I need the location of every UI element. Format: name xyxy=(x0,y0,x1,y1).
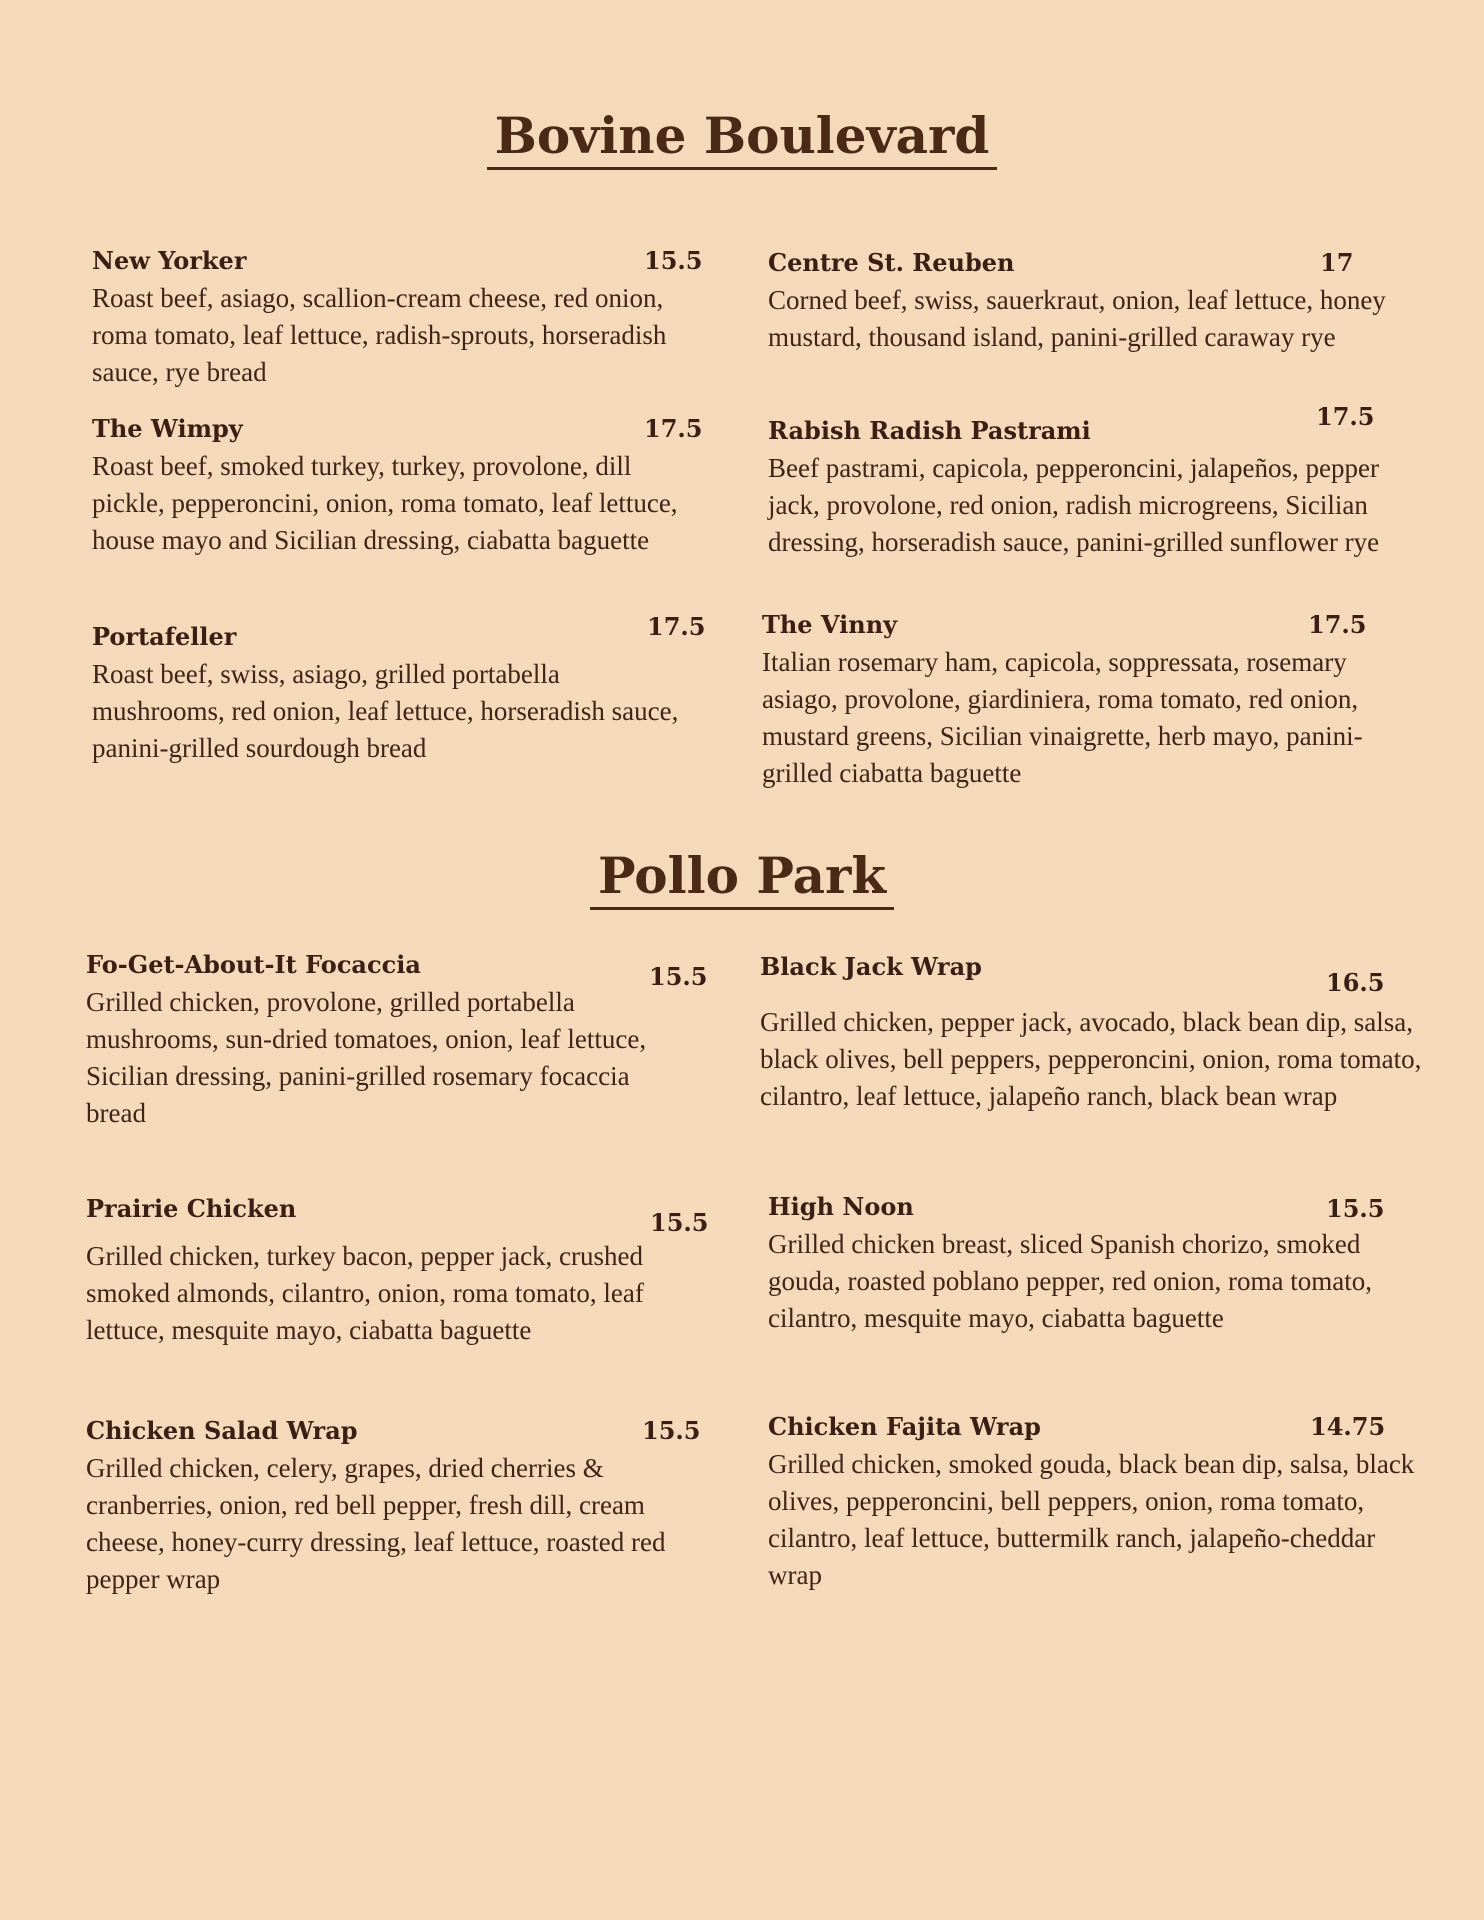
item-name: Chicken Fajita Wrap xyxy=(768,1412,1041,1441)
menu-item-rabish-radish-pastrami xyxy=(768,402,1428,561)
item-description: Corned beef, swiss, sauerkraut, onion, leaf lettuce, honey mustard, thousand island, panini-grilled caraway rye xyxy=(768,285,1386,352)
item-name: Rabish Radish Pastrami xyxy=(768,416,1091,445)
item-description: Grilled chicken, celery, grapes, dried cherries & cranberries, onion, red bell pepper, fresh dill, cream cheese, honey-curry dressing, leaf lettuce, roasted red pepper wrap xyxy=(86,1453,666,1594)
item-name: The Vinny xyxy=(762,610,898,639)
section-title-text: Bovine Boulevard xyxy=(487,106,998,170)
item-price: 15.5 xyxy=(650,1208,709,1237)
menu-item-the-vinny xyxy=(762,608,1422,792)
item-name: Chicken Salad Wrap xyxy=(86,1416,358,1445)
item-name: Centre St. Reuben xyxy=(768,248,1015,277)
item-price: 15.5 xyxy=(1326,1194,1385,1223)
item-name: Black Jack Wrap xyxy=(760,952,982,981)
section-title-bovine-boulevard xyxy=(0,106,1484,165)
menu-item-fo-get-about-it-focaccia xyxy=(86,948,708,1132)
item-description: Grilled chicken, provolone, grilled portabella mushrooms, sun-dried tomatoes, onion, leaf lettuce, Sicilian dressing, panini-grilled rosemary focaccia bread xyxy=(86,987,647,1128)
item-description: Roast beef, asiago, scallion-cream cheese, red onion, roma tomato, leaf lettuce, radish-sprouts, horseradish sauce, rye bread xyxy=(92,283,667,387)
item-description: Grilled chicken, pepper jack, avocado, black bean dip, salsa, black olives, bell peppers, pepperoncini, onion, roma tomato, cilantro, leaf lettuce, jalapeño ranch, black bean wrap xyxy=(760,1007,1422,1111)
menu-item-prairie-chicken xyxy=(86,1192,709,1349)
item-description: Italian rosemary ham, capicola, soppressata, rosemary asiago, provolone, giardiniera, roma tomato, red onion, mustard greens, Sicilian vinaigrette, herb mayo, panini-grilled ciabatta baguette xyxy=(762,647,1363,788)
item-price: 17.5 xyxy=(644,414,703,443)
item-description: Roast beef, swiss, asiago, grilled portabella mushrooms, red onion, leaf lettuce, horseradish sauce, panini-grilled sourdough bread xyxy=(92,659,679,763)
item-price: 14.75 xyxy=(1310,1412,1386,1441)
section-title-text: Pollo Park xyxy=(590,846,894,910)
menu-item-black-jack-wrap xyxy=(760,950,1430,1115)
menu-item-chicken-fajita-wrap xyxy=(768,1410,1428,1594)
menu-item-the-wimpy xyxy=(92,412,703,559)
item-name: High Noon xyxy=(768,1192,914,1221)
item-price: 16.5 xyxy=(1326,968,1385,997)
item-price: 15.5 xyxy=(644,246,703,275)
item-description: Grilled chicken, smoked gouda, black bean dip, salsa, black olives, pepperoncini, bell peppers, onion, roma tomato, cilantro, leaf lettuce, buttermilk ranch, jalapeño-cheddar wrap xyxy=(768,1449,1415,1590)
item-price: 17 xyxy=(1320,248,1354,277)
item-description: Beef pastrami, capicola, pepperoncini, jalapeños, pepper jack, provolone, red onion, radish microgreens, Sicilian dressing, horseradish sauce, panini-grilled sunflower rye xyxy=(768,453,1380,557)
menu-item-new-yorker xyxy=(92,244,703,391)
item-name: Prairie Chicken xyxy=(86,1194,297,1223)
item-price: 17.5 xyxy=(1316,402,1375,431)
item-price: 17.5 xyxy=(1308,610,1367,639)
item-name: The Wimpy xyxy=(92,414,243,443)
item-price: 17.5 xyxy=(647,612,706,641)
section-title-pollo-park xyxy=(0,846,1484,905)
item-name: New Yorker xyxy=(92,246,247,275)
item-price: 15.5 xyxy=(649,962,708,991)
item-description: Grilled chicken breast, sliced Spanish chorizo, smoked gouda, roasted poblano pepper, red onion, roma tomato, cilantro, mesquite mayo, ciabatta baguette xyxy=(768,1229,1373,1333)
menu-item-chicken-salad-wrap xyxy=(86,1414,701,1598)
item-price: 15.5 xyxy=(642,1416,701,1445)
menu-item-high-noon xyxy=(768,1190,1428,1337)
item-description: Roast beef, smoked turkey, turkey, provolone, dill pickle, pepperoncini, onion, roma tomato, leaf lettuce, house mayo and Sicilian dressing, ciabatta baguette xyxy=(92,451,678,555)
item-name: Fo-Get-About-It Focaccia xyxy=(86,950,421,979)
item-description: Grilled chicken, turkey bacon, pepper jack, crushed smoked almonds, cilantro, onion, roma tomato, leaf lettuce, mesquite mayo, ciabatta baguette xyxy=(86,1241,644,1345)
menu-item-portafeller xyxy=(92,612,706,767)
item-name: Portafeller xyxy=(92,622,237,651)
menu-item-centre-st-reuben xyxy=(768,246,1428,356)
